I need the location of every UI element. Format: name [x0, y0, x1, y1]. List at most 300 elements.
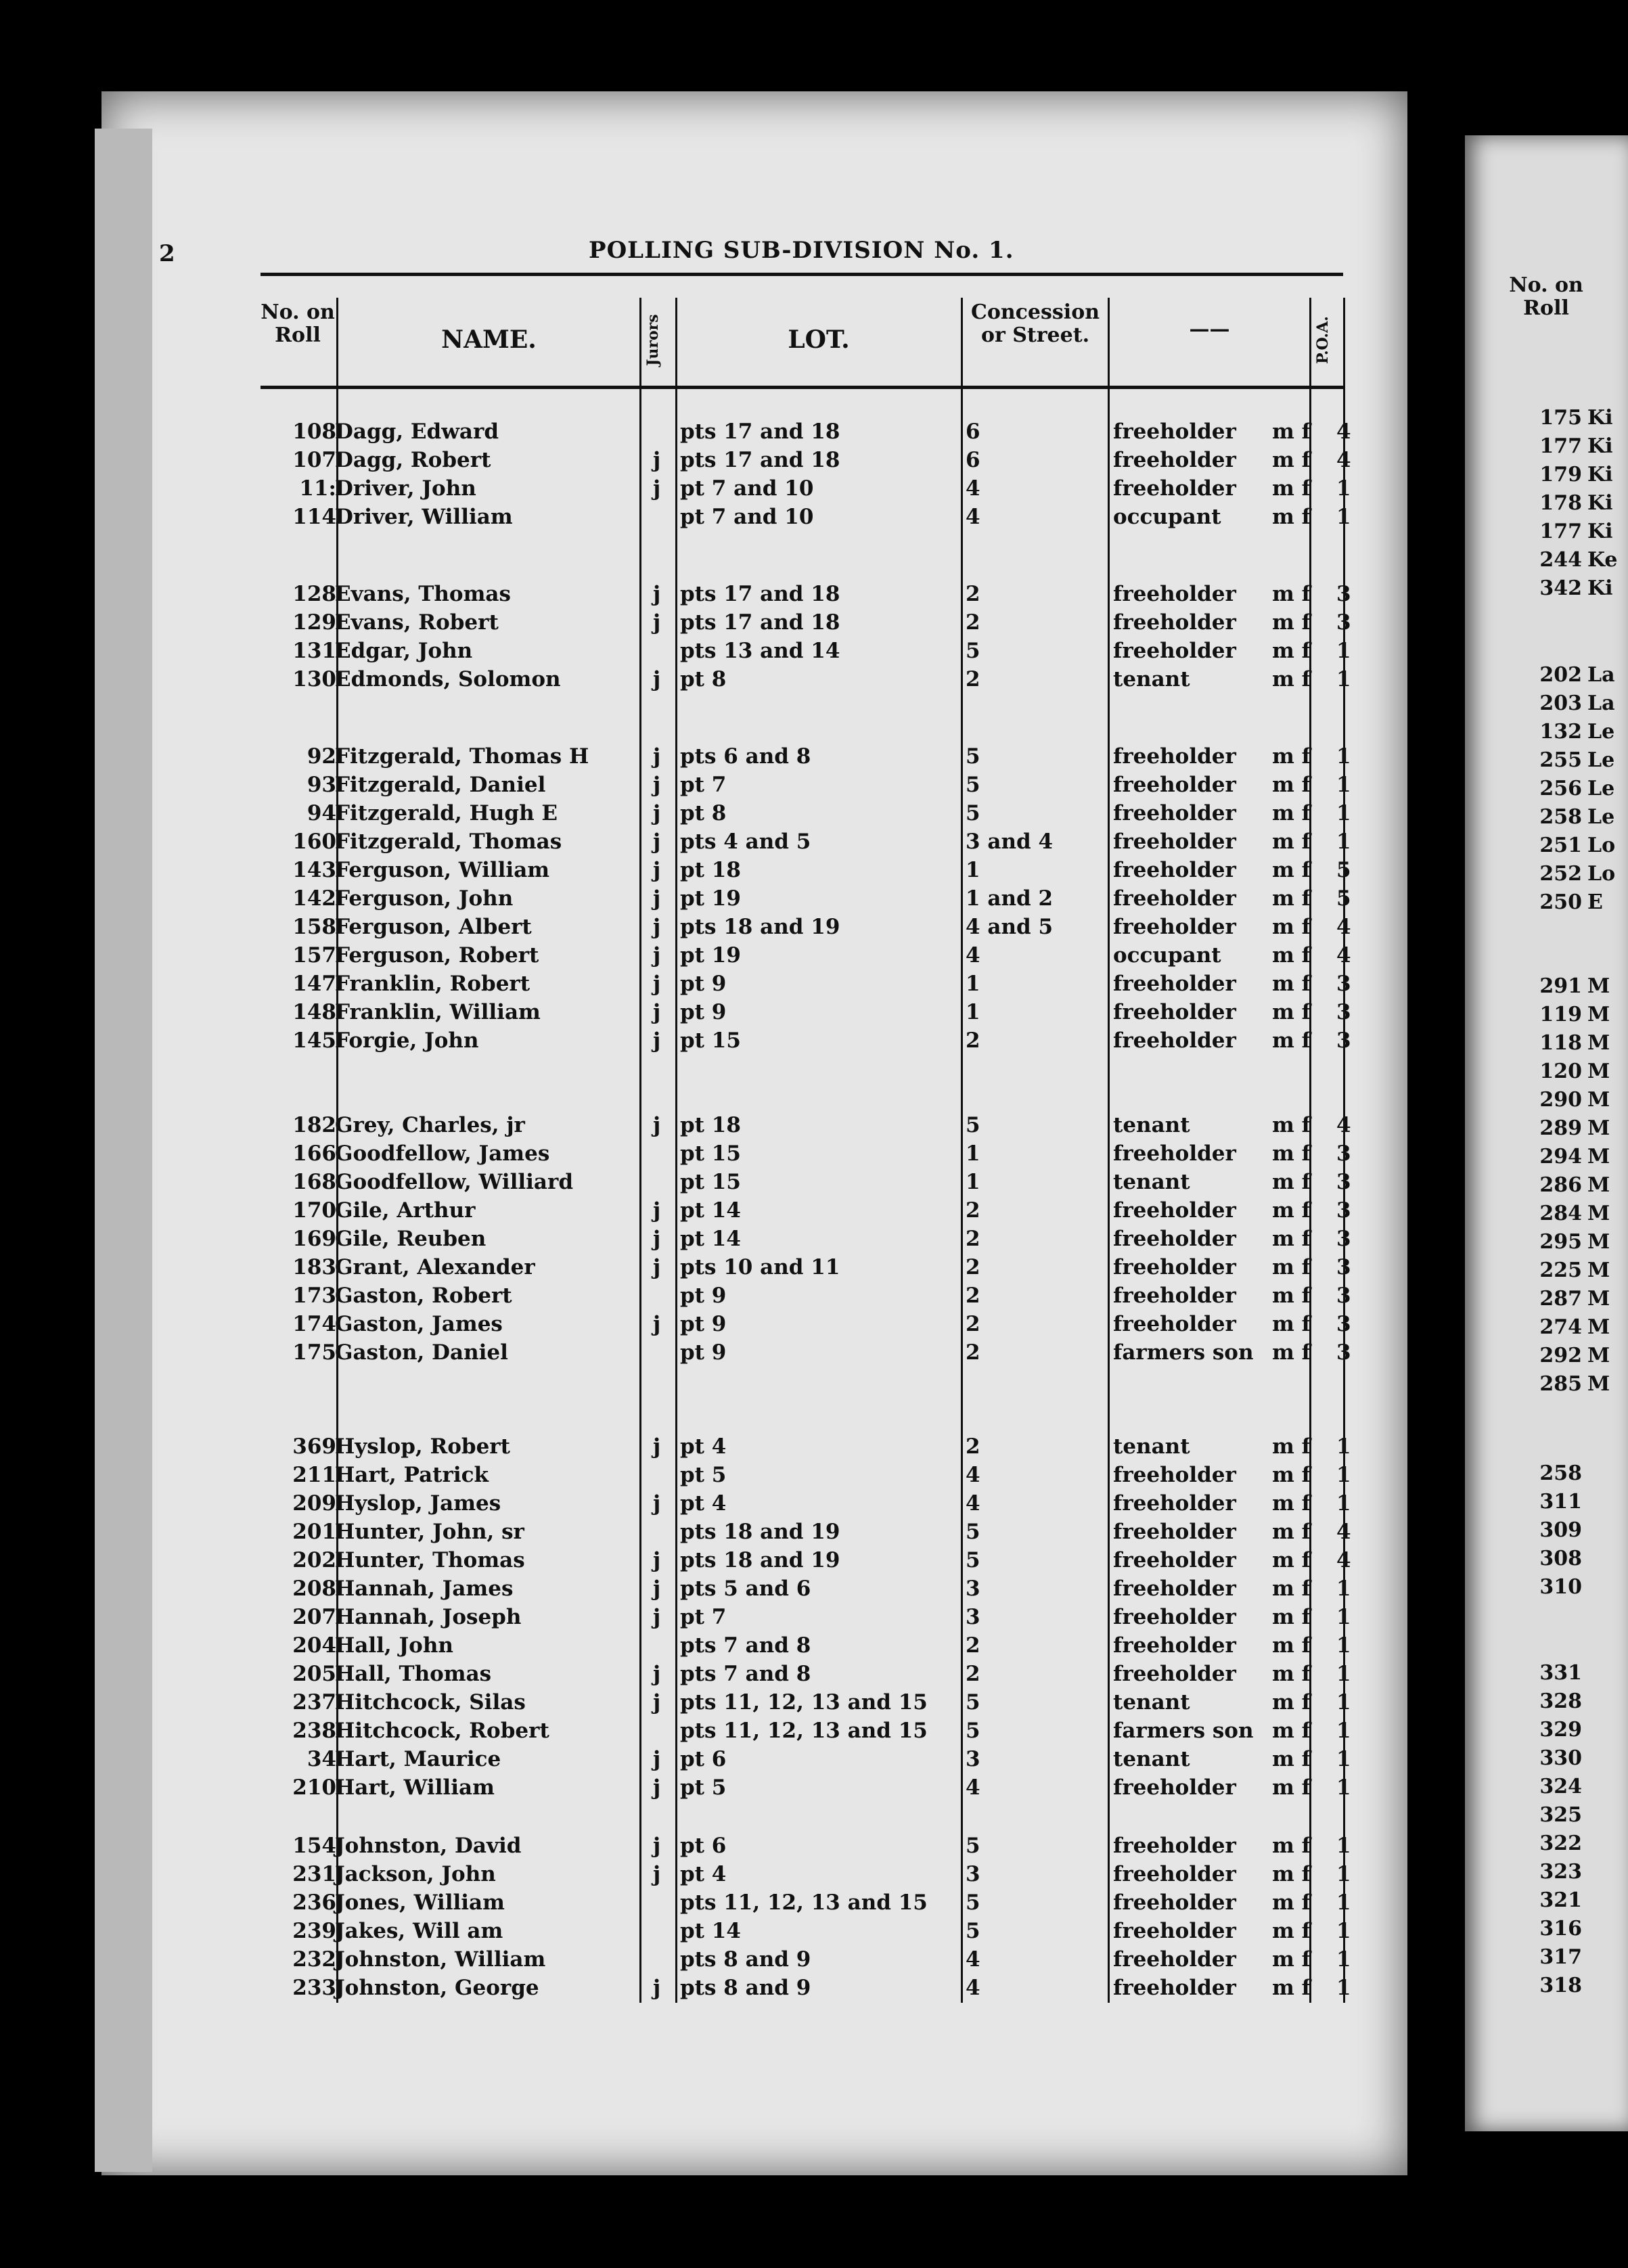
right-roll-number: 284 [1539, 1202, 1582, 1225]
status-value: tenant [1113, 667, 1190, 691]
right-name-fragment: M [1587, 1088, 1610, 1112]
juror-mark: j [653, 1577, 661, 1601]
right-name-fragment: Lo [1587, 862, 1616, 886]
header-top-rule [261, 273, 1343, 276]
table-row [0, 610, 1628, 639]
concession-value: 5 [966, 1834, 980, 1858]
poa-value: 1 [1336, 1633, 1351, 1658]
lot-value: pt 14 [680, 1227, 741, 1251]
sex-mark: m f [1272, 1141, 1311, 1166]
right-roll-number: 177 [1539, 520, 1582, 543]
sex-mark: m f [1272, 476, 1311, 501]
status-value: freeholder [1113, 1491, 1236, 1516]
status-value: tenant [1113, 1690, 1190, 1715]
roll-number: 209 [292, 1491, 336, 1516]
juror-mark: j [653, 1775, 661, 1800]
right-roll-number: 294 [1539, 1145, 1582, 1169]
lot-value: pt 9 [680, 972, 727, 996]
table-row [0, 1340, 1628, 1369]
lot-value: pts 6 and 8 [680, 744, 811, 769]
roll-number: 107 [292, 448, 336, 472]
table-row [0, 1690, 1628, 1719]
table-row [0, 1834, 1628, 1862]
table-row [0, 582, 1628, 610]
poa-value: 4 [1336, 1520, 1351, 1544]
status-value: freeholder [1113, 858, 1236, 882]
table-row [0, 1227, 1628, 1255]
lot-value: pt 4 [680, 1434, 727, 1459]
status-value: freeholder [1113, 886, 1236, 911]
juror-mark: j [653, 943, 661, 968]
concession-value: 4 [966, 943, 980, 968]
voter-name: Dagg, Robert [335, 448, 491, 472]
status-value: freeholder [1113, 1976, 1236, 2000]
concession-value: 4 [966, 1491, 980, 1516]
page-title: POLLING SUB-DIVISION No. 1. [589, 237, 1014, 264]
table-row [0, 801, 1628, 830]
lot-value: pt 18 [680, 1113, 741, 1137]
right-roll-number: 256 [1539, 777, 1582, 800]
status-value: freeholder [1113, 1577, 1236, 1601]
lot-value: pt 15 [680, 1141, 741, 1166]
concession-value: 5 [966, 744, 980, 769]
roll-number: 160 [292, 830, 336, 854]
lot-value: pt 7 and 10 [680, 505, 814, 529]
voter-name: Hyslop, Robert [335, 1434, 510, 1459]
status-value: freeholder [1113, 1284, 1236, 1308]
roll-number: 239 [292, 1919, 336, 1943]
right-roll-number: 120 [1539, 1060, 1582, 1083]
poa-value: 1 [1336, 505, 1351, 529]
right-roll-number: 318 [1539, 1974, 1582, 1997]
roll-number: 202 [292, 1548, 336, 1572]
roll-number: 233 [292, 1976, 336, 2000]
right-roll-number: 118 [1539, 1031, 1582, 1055]
lot-value: pts 4 and 5 [680, 830, 811, 854]
sex-mark: m f [1272, 744, 1311, 769]
poa-value: 1 [1336, 773, 1351, 797]
right-page-row [1509, 1461, 1587, 1485]
lot-value: pts 10 and 11 [680, 1255, 840, 1279]
header-bottom-rule [261, 386, 1343, 389]
table-row [0, 1198, 1628, 1227]
right-name-fragment: M [1587, 1258, 1610, 1282]
poa-value: 1 [1336, 1976, 1351, 2000]
table-row [0, 1170, 1628, 1198]
poa-value: 4 [1336, 448, 1351, 472]
lot-value: pts 7 and 8 [680, 1662, 811, 1686]
poa-value: 1 [1336, 801, 1351, 825]
status-value: freeholder [1113, 744, 1236, 769]
lot-value: pt 6 [680, 1834, 727, 1858]
concession-value: 2 [966, 1434, 980, 1459]
concession-value: 4 [966, 1947, 980, 1972]
right-name-fragment: Ki [1587, 434, 1613, 458]
concession-value: 6 [966, 419, 980, 444]
right-roll-number: 177 [1539, 434, 1582, 458]
right-roll-number: 252 [1539, 862, 1582, 886]
table-row [0, 1976, 1628, 2004]
lot-value: pts 11, 12, 13 and 15 [680, 1719, 928, 1743]
right-page-row [1509, 434, 1612, 458]
juror-mark: j [653, 1605, 661, 1629]
status-value: freeholder [1113, 639, 1236, 663]
sex-mark: m f [1272, 1890, 1311, 1915]
right-name-fragment: Ki [1587, 576, 1613, 600]
juror-mark: j [653, 610, 661, 635]
right-name-fragment: M [1587, 1230, 1610, 1254]
table-row [0, 419, 1628, 448]
lot-value: pts 18 and 19 [680, 1548, 840, 1572]
table-row [0, 830, 1628, 858]
voter-name: Johnston, William [335, 1947, 546, 1972]
right-page-row [1509, 1945, 1587, 1969]
right-roll-number: 258 [1539, 805, 1582, 829]
sex-mark: m f [1272, 972, 1311, 996]
roll-number: 231 [292, 1862, 336, 1886]
roll-number: 182 [292, 1113, 336, 1137]
sex-mark: m f [1272, 1747, 1311, 1771]
juror-mark: j [653, 476, 661, 501]
right-page-row [1509, 834, 1615, 857]
right-name-fragment: Le [1587, 805, 1615, 829]
status-value: tenant [1113, 1747, 1190, 1771]
sex-mark: m f [1272, 1548, 1311, 1572]
sex-mark: m f [1272, 1862, 1311, 1886]
status-value: freeholder [1113, 1227, 1236, 1251]
poa-value: 1 [1336, 1463, 1351, 1487]
right-roll-number: 178 [1539, 491, 1582, 515]
right-page-row [1509, 1003, 1610, 1026]
table-row [0, 1862, 1628, 1890]
roll-number: 148 [292, 1000, 336, 1024]
table-row [0, 1312, 1628, 1340]
voter-name: Ferguson, Albert [335, 915, 532, 939]
sex-mark: m f [1272, 582, 1311, 606]
poa-value: 3 [1336, 972, 1351, 996]
right-page-row [1509, 720, 1614, 744]
right-name-fragment: M [1587, 1315, 1610, 1339]
sex-mark: m f [1272, 610, 1311, 635]
sex-mark: m f [1272, 1312, 1311, 1336]
header-lot: LOT. [788, 325, 850, 354]
status-value: freeholder [1113, 1255, 1236, 1279]
poa-value: 3 [1336, 1284, 1351, 1308]
right-roll-number: 258 [1539, 1461, 1582, 1485]
table-row [0, 639, 1628, 667]
status-value: farmers son [1113, 1340, 1254, 1365]
juror-mark: j [653, 1227, 661, 1251]
right-page-row [1509, 1860, 1587, 1884]
table-row [0, 1141, 1628, 1170]
poa-value: 1 [1336, 1662, 1351, 1686]
right-roll-number: 329 [1539, 1718, 1582, 1742]
concession-value: 2 [966, 667, 980, 691]
right-name-fragment: Ki [1587, 406, 1613, 430]
voter-name: Ferguson, William [335, 858, 550, 882]
poa-value: 3 [1336, 1170, 1351, 1194]
right-page-row [1509, 406, 1612, 430]
status-value: farmers son [1113, 1719, 1254, 1743]
poa-value: 3 [1336, 1255, 1351, 1279]
status-value: freeholder [1113, 1947, 1236, 1972]
right-page-row [1509, 520, 1612, 543]
status-value: freeholder [1113, 476, 1236, 501]
roll-number: 170 [292, 1198, 336, 1223]
table-row [0, 1548, 1628, 1577]
sex-mark: m f [1272, 1834, 1311, 1858]
roll-number: 130 [292, 667, 336, 691]
concession-value: 1 [966, 1000, 980, 1024]
right-page-row [1509, 1689, 1587, 1713]
voter-name: Fitzgerald, Thomas H [335, 744, 589, 769]
right-roll-number: 119 [1539, 1003, 1582, 1026]
poa-value: 1 [1336, 744, 1351, 769]
lot-value: pts 5 and 6 [680, 1577, 811, 1601]
table-row [0, 1890, 1628, 1919]
sex-mark: m f [1272, 1434, 1311, 1459]
voter-name: Hall, Thomas [335, 1662, 492, 1686]
sex-mark: m f [1272, 886, 1311, 911]
status-value: freeholder [1113, 1312, 1236, 1336]
right-roll-number: 309 [1539, 1518, 1582, 1542]
right-roll-number: 179 [1539, 463, 1582, 486]
concession-value: 1 [966, 1170, 980, 1194]
right-roll-number: 286 [1539, 1173, 1582, 1197]
table-row [0, 1605, 1628, 1633]
voter-name: Driver, William [335, 505, 513, 529]
right-page-row [1509, 1974, 1587, 1997]
sex-mark: m f [1272, 1198, 1311, 1223]
right-page-row [1509, 1917, 1587, 1941]
poa-value: 3 [1336, 1198, 1351, 1223]
right-name-fragment: Ki [1587, 520, 1613, 543]
table-row [0, 1919, 1628, 1947]
table-row [0, 1747, 1628, 1775]
concession-value: 5 [966, 801, 980, 825]
poa-value: 1 [1336, 476, 1351, 501]
right-page-row [1509, 1547, 1587, 1570]
poa-value: 1 [1336, 1747, 1351, 1771]
status-value: freeholder [1113, 1198, 1236, 1223]
juror-mark: j [653, 448, 661, 472]
sex-mark: m f [1272, 943, 1311, 968]
juror-mark: j [653, 830, 661, 854]
juror-mark: j [653, 773, 661, 797]
right-page-row [1509, 890, 1603, 914]
roll-number: 236 [292, 1890, 336, 1915]
status-value: freeholder [1113, 801, 1236, 825]
concession-value: 5 [966, 1719, 980, 1743]
voter-name: Gaston, Robert [335, 1284, 512, 1308]
right-roll-number: 292 [1539, 1344, 1582, 1367]
right-page-row [1509, 1518, 1587, 1542]
voter-name: Gaston, James [335, 1312, 503, 1336]
table-row [0, 1113, 1628, 1141]
right-roll-number: 289 [1539, 1116, 1582, 1140]
juror-mark: j [653, 886, 661, 911]
lot-value: pts 18 and 19 [680, 915, 840, 939]
voter-name: Evans, Robert [335, 610, 499, 635]
voter-name: Driver, John [335, 476, 476, 501]
juror-mark: j [653, 1548, 661, 1572]
concession-value: 5 [966, 1548, 980, 1572]
poa-value: 4 [1336, 915, 1351, 939]
voter-name: Johnston, George [335, 1976, 539, 2000]
right-roll-number: 203 [1539, 691, 1582, 715]
voter-name: Goodfellow, Williard [335, 1170, 574, 1194]
lot-value: pt 6 [680, 1747, 727, 1771]
voter-name: Gaston, Daniel [335, 1340, 508, 1365]
voter-name: Grey, Charles, jr [335, 1113, 525, 1137]
roll-number: 175 [292, 1340, 336, 1365]
lot-value: pt 9 [680, 1284, 727, 1308]
right-roll-number: 287 [1539, 1287, 1582, 1311]
right-roll-number: 132 [1539, 720, 1582, 744]
status-value: occupant [1113, 943, 1221, 968]
sex-mark: m f [1272, 1633, 1311, 1658]
lot-value: pt 19 [680, 886, 741, 911]
right-roll-number: 308 [1539, 1547, 1582, 1570]
poa-value: 4 [1336, 419, 1351, 444]
right-name-fragment: La [1587, 691, 1615, 715]
right-page-row [1509, 1575, 1587, 1599]
poa-value: 3 [1336, 1028, 1351, 1053]
status-value: freeholder [1113, 915, 1236, 939]
voter-name: Gile, Arthur [335, 1198, 476, 1223]
sex-mark: m f [1272, 1947, 1311, 1972]
status-value: tenant [1113, 1113, 1190, 1137]
voter-name: Hitchcock, Silas [335, 1690, 526, 1715]
roll-number: 174 [292, 1312, 336, 1336]
juror-mark: j [653, 1834, 661, 1858]
lot-value: pt 7 [680, 1605, 727, 1629]
right-page-row [1509, 974, 1610, 998]
sex-mark: m f [1272, 1028, 1311, 1053]
right-roll-number: 317 [1539, 1945, 1582, 1969]
status-value: freeholder [1113, 610, 1236, 635]
status-value: freeholder [1113, 1662, 1236, 1686]
concession-value: 2 [966, 582, 980, 606]
status-value: freeholder [1113, 1000, 1236, 1024]
status-value: freeholder [1113, 1520, 1236, 1544]
header-poa: P.O.A. [1314, 316, 1332, 364]
table-row [0, 1028, 1628, 1057]
status-value: freeholder [1113, 1605, 1236, 1629]
lot-value: pt 8 [680, 667, 727, 691]
roll-number: 207 [292, 1605, 336, 1629]
lot-value: pts 18 and 19 [680, 1520, 840, 1544]
voter-name: Fitzgerald, Daniel [335, 773, 546, 797]
right-name-fragment: Ki [1587, 491, 1613, 515]
sex-mark: m f [1272, 505, 1311, 529]
juror-mark: j [653, 1747, 661, 1771]
right-page-row [1509, 576, 1612, 600]
lot-value: pt 5 [680, 1775, 727, 1800]
voter-name: Hart, Patrick [335, 1463, 489, 1487]
voter-name: Hall, John [335, 1633, 453, 1658]
voter-name: Hannah, Joseph [335, 1605, 522, 1629]
concession-value: 4 [966, 1775, 980, 1800]
poa-value: 3 [1336, 1227, 1351, 1251]
status-value: freeholder [1113, 830, 1236, 854]
sex-mark: m f [1272, 1113, 1311, 1137]
lot-value: pt 7 [680, 773, 727, 797]
roll-number: 34 [307, 1747, 336, 1771]
right-page-row [1509, 1173, 1610, 1197]
right-page-row [1509, 1202, 1610, 1225]
right-roll-number: 324 [1539, 1775, 1582, 1798]
voter-name: Hart, Maurice [335, 1747, 501, 1771]
voter-name: Hitchcock, Robert [335, 1719, 549, 1743]
sex-mark: m f [1272, 1976, 1311, 2000]
sex-mark: m f [1272, 667, 1311, 691]
roll-number: 173 [292, 1284, 336, 1308]
voter-name: Forgie, John [335, 1028, 479, 1053]
poa-value: 1 [1336, 830, 1351, 854]
status-value: freeholder [1113, 1141, 1236, 1166]
sex-mark: m f [1272, 1662, 1311, 1686]
concession-value: 5 [966, 639, 980, 663]
right-page-row [1509, 805, 1614, 829]
table-row [0, 943, 1628, 972]
right-page-row [1509, 1315, 1610, 1339]
right-page-row [1509, 862, 1615, 886]
right-page-row [1509, 1344, 1610, 1367]
status-value: freeholder [1113, 773, 1236, 797]
concession-value: 2 [966, 1633, 980, 1658]
roll-number: 157 [292, 943, 336, 968]
sex-mark: m f [1272, 1775, 1311, 1800]
roll-number: 92 [307, 744, 336, 769]
voter-name: Hunter, Thomas [335, 1548, 525, 1572]
status-value: freeholder [1113, 972, 1236, 996]
poa-value: 3 [1336, 1312, 1351, 1336]
roll-number: 145 [292, 1028, 336, 1053]
status-value: freeholder [1113, 1633, 1236, 1658]
juror-mark: j [653, 582, 661, 606]
voter-name: Edmonds, Solomon [335, 667, 561, 691]
sex-mark: m f [1272, 1170, 1311, 1194]
poa-value: 5 [1336, 858, 1351, 882]
juror-mark: j [653, 1255, 661, 1279]
roll-number: 158 [292, 915, 336, 939]
concession-value: 2 [966, 1284, 980, 1308]
poa-value: 1 [1336, 1919, 1351, 1943]
voter-name: Jackson, John [335, 1862, 496, 1886]
juror-mark: j [653, 1690, 661, 1715]
juror-mark: j [653, 1491, 661, 1516]
table-row [0, 972, 1628, 1000]
poa-value: 3 [1336, 582, 1351, 606]
juror-mark: j [653, 1000, 661, 1024]
juror-mark: j [653, 1028, 661, 1053]
juror-mark: j [653, 1862, 661, 1886]
lot-value: pt 18 [680, 858, 741, 882]
page-number: 2 [159, 240, 175, 267]
table-row [0, 1719, 1628, 1747]
header-blank: —— [1189, 317, 1230, 341]
sex-mark: m f [1272, 773, 1311, 797]
roll-number: 131 [292, 639, 336, 663]
right-roll-number: 175 [1539, 406, 1582, 430]
lot-value: pt 15 [680, 1170, 741, 1194]
poa-value: 3 [1336, 610, 1351, 635]
voter-name: Jakes, Will am [335, 1919, 503, 1943]
juror-mark: j [653, 744, 661, 769]
roll-number: 208 [292, 1577, 336, 1601]
concession-value: 2 [966, 1255, 980, 1279]
